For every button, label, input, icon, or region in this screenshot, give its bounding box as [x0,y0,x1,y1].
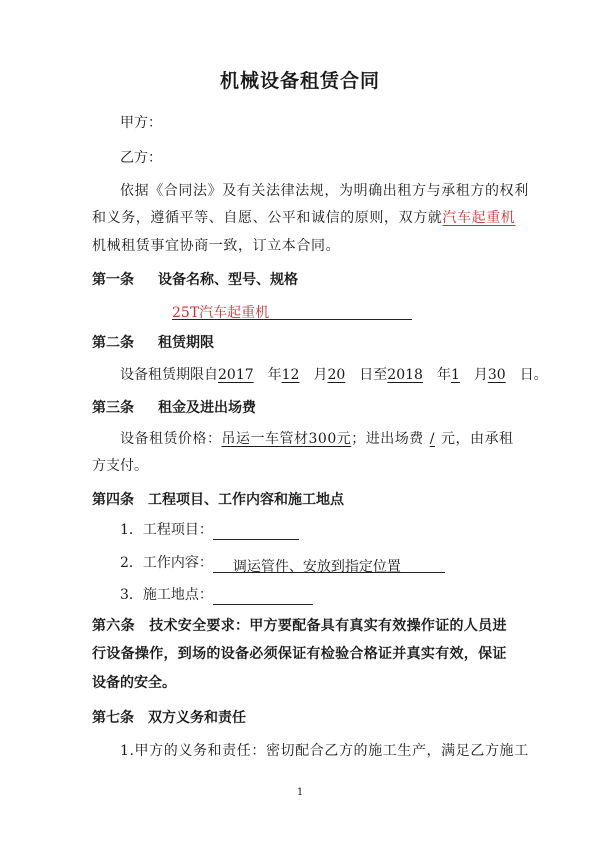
year-label-1: 年 [267,367,282,383]
intro-line-2 [92,208,515,228]
month-label-1: 月 [313,367,328,383]
party-a-line: 甲方： [120,115,162,131]
rent-price-line [120,429,513,449]
party-b-line: 乙方： [120,150,162,166]
project-item [120,520,299,540]
article-3-heading [92,398,256,418]
lease-period-prefix: 设备租赁期限自 [120,367,218,383]
project-blank [213,523,299,540]
work-content-value: 调运管件、安放到指定位置 [213,557,445,573]
equipment-spec-value: 25T汽车起重机 [172,303,412,320]
day-to-label: 日至 [359,367,388,383]
intro-line-2-text: 和义务，遵循平等、自愿、公平和诚信的原则，双方就 [92,210,443,226]
article-6-line-2: 行设备操作，到场的设备必须保证有检验合格证并真实有效，保证 [92,646,507,662]
site-location-label: 3．施工地点： [120,587,213,603]
article-4-number: 第四条 [92,492,134,508]
entry-fee-value: / [429,431,435,447]
document-title: 机械设备租赁合同 [219,70,380,92]
article-4-heading [92,490,344,510]
article-7-line-1: 1.甲方的义务和责任：密切配合乙方的施工生产，满足乙方施工 [120,743,529,759]
article-2-heading [92,333,214,353]
article-2-number: 第二条 [92,335,134,351]
rent-price-label: 设备租赁价格： [120,431,222,447]
start-day: 20 [327,367,346,383]
article-7-heading [92,708,246,728]
site-location-item [120,585,313,605]
intro-line-3: 机械租赁事宜协商一致，订立本合同。 [92,238,341,254]
start-year: 2017 [218,367,254,383]
day-end-label: 日。 [519,367,548,383]
article-7-number: 第七条 [92,710,134,726]
end-day: 30 [487,367,506,383]
article-3-title: 租金及进出场费 [158,400,256,416]
equipment-name-highlight: 汽车起重机 [442,210,516,226]
article-7-title: 双方义务和责任 [148,710,246,726]
article-1-title: 设备名称、型号、规格 [158,272,298,288]
article-1-number: 第一条 [92,272,134,288]
equipment-spec-field [172,300,412,320]
article-1-heading [92,270,298,290]
site-location-blank [213,588,313,605]
article-2-title: 租赁期限 [158,335,214,351]
work-content-label: 2．工作内容： [120,555,213,571]
project-label: 1．工程项目： [120,522,213,538]
article-6-line-1: 第六条 技术安全要求：甲方要配备具有真实有效操作证的人员进 [92,618,507,634]
article-3-number: 第三条 [92,400,134,416]
article-4-title: 工程项目、工作内容和施工地点 [148,492,344,508]
work-content-item [120,553,445,573]
rent-price-value: 吊运一车管材300元 [221,431,352,447]
lease-period-line [120,365,548,385]
start-month: 12 [281,367,300,383]
entry-fee-suffix: 元，由承租 [440,431,514,447]
page-number: 1 [296,787,304,798]
entry-fee-label: ；进出场费 [351,431,424,447]
month-label-2: 月 [473,367,488,383]
intro-line-1: 依据《合同法》及有关法律法规，为明确出租方与承租方的权利 [120,183,529,199]
year-label-2: 年 [436,367,451,383]
article-6-line-3: 设备的安全。 [92,675,176,691]
rent-price-line-2: 方支付。 [92,458,148,474]
end-year: 2018 [387,367,423,383]
end-month: 1 [450,367,460,383]
